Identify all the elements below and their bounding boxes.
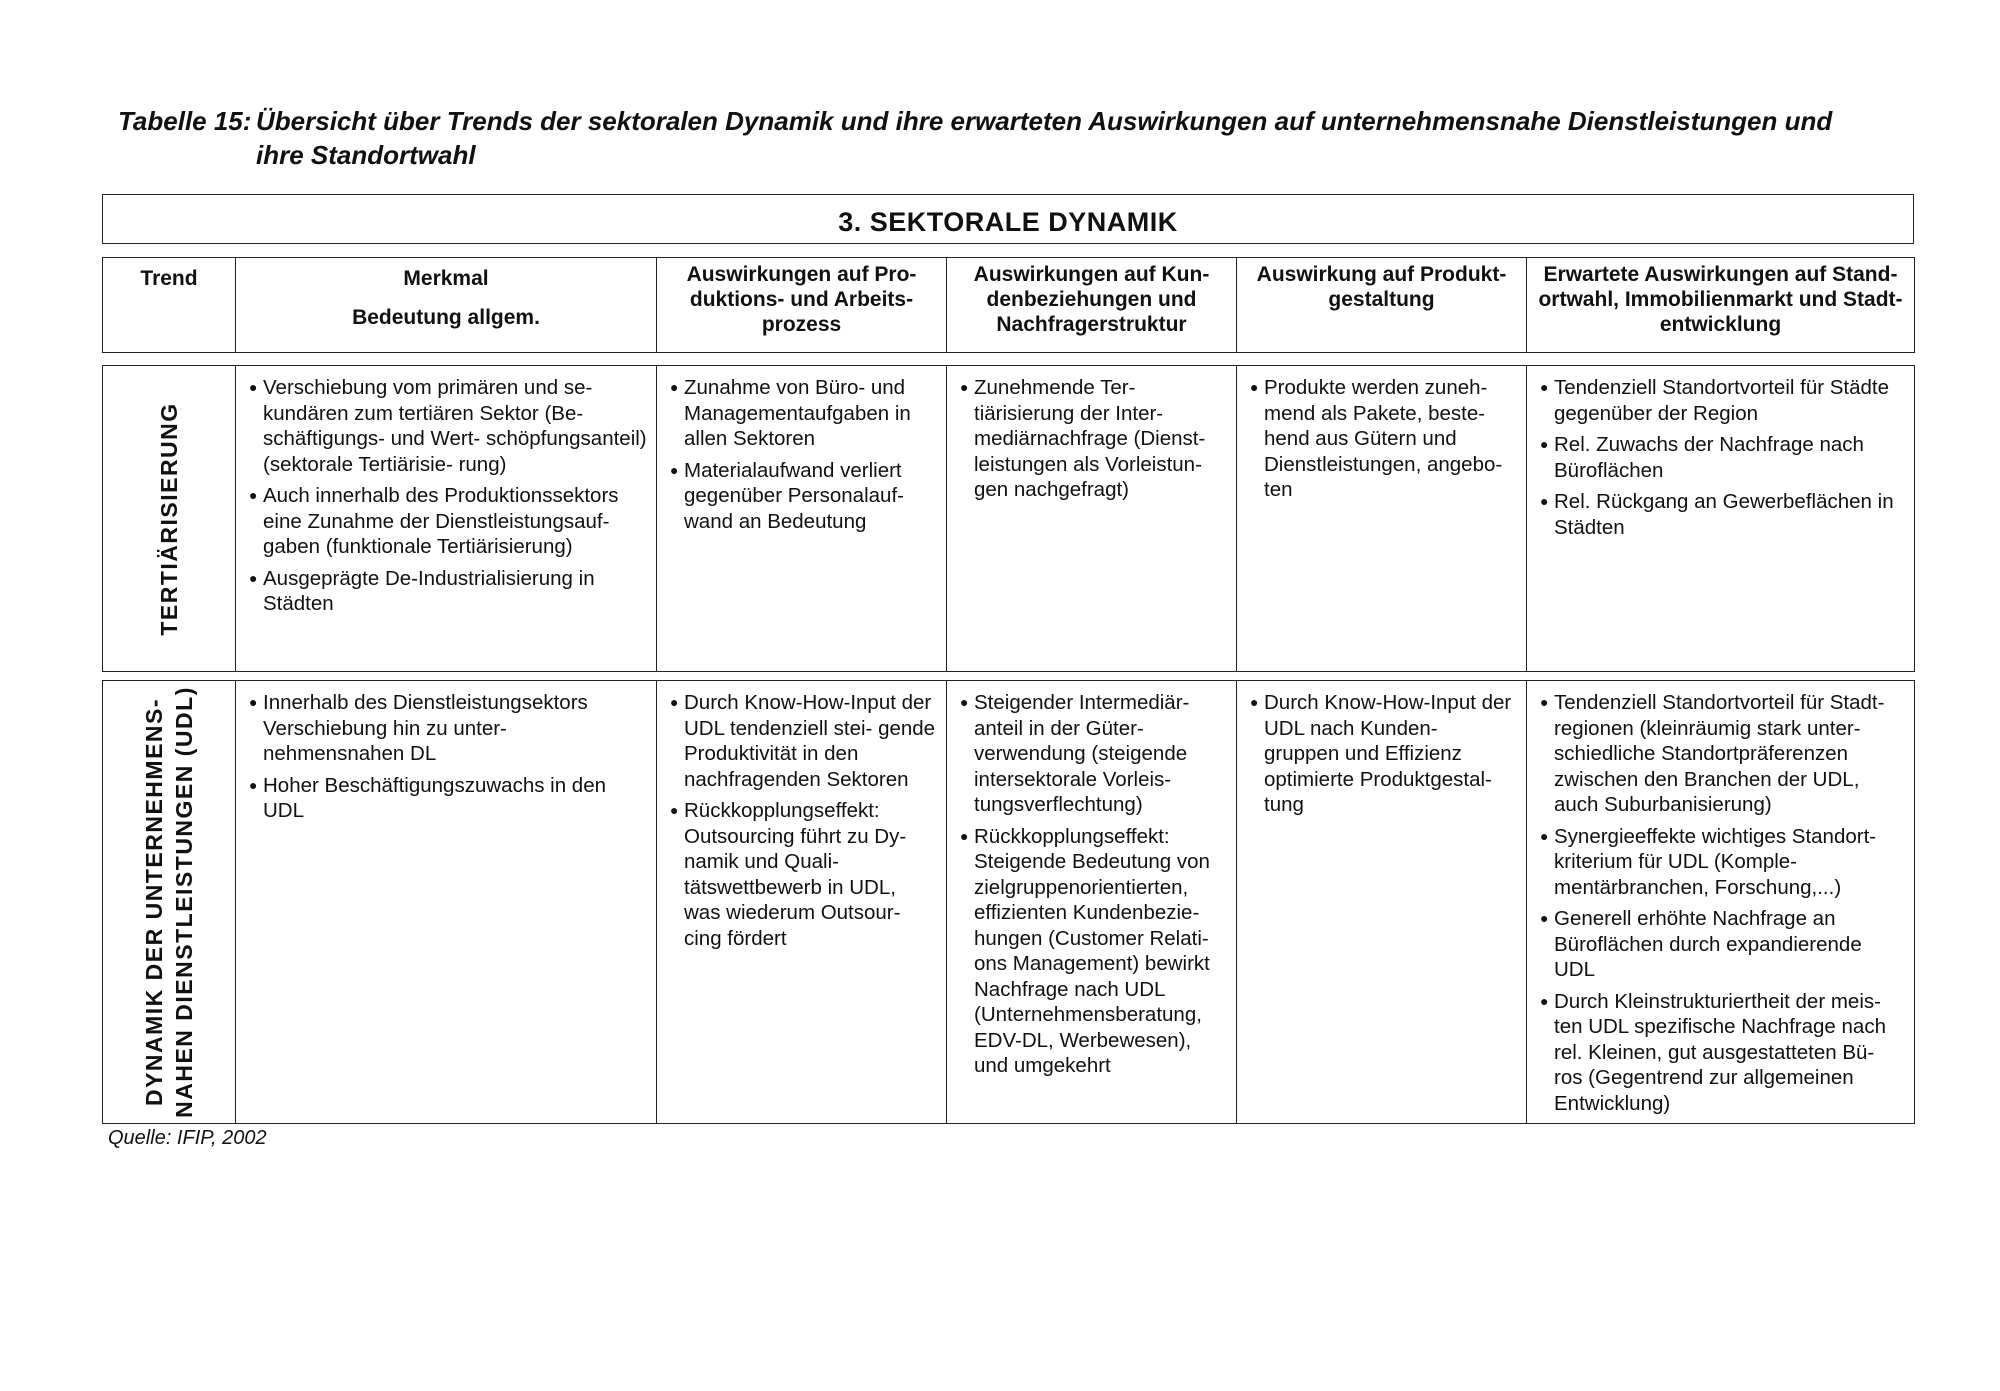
bullet-icon: ● [670, 694, 679, 710]
bullet-list [1238, 682, 1525, 818]
bullet-icon: ● [249, 776, 258, 793]
list-item: ● Rückkopplungseffekt: Outsourcing führt zu Dy- namik und Quali- tätswettbewerb in UDL, was wiederum Outsour- cing fördert [670, 799, 907, 950]
list-item: ● Tendenziell Standortvorteil für Stadt- regionen (kleinräumig stark unter- schiedliche Standortpräferenzen zwischen den Branchen der UDL, auch Suburbanisierung) [1540, 691, 1885, 816]
bullet-icon: ● [1540, 493, 1549, 509]
list-item: ● Hoher Beschäftigungszuwachs in den UDL [249, 773, 607, 822]
source-note: Quelle: IFIP, 2002 [108, 1127, 267, 1149]
header-merkmal-label: Merkmal [403, 267, 489, 290]
header-kunden: Auswirkungen auf Kun- denbeziehungen und Nachfragerstruktur [947, 258, 1237, 353]
cell-produktion [657, 366, 947, 672]
cell-standort [1527, 681, 1915, 1124]
list-item: ● Zunahme von Büro- und Managementaufgaben in allen Sektoren [670, 376, 911, 450]
list-item: ● Zunehmende Ter- tiärisierung der Inter- mediärnachfrage (Dienst- leistungen als Vorleistun- gen nachgefragt) [960, 376, 1206, 501]
cell-produkt [1237, 681, 1527, 1124]
list-item: ● Tendenziell Standortvorteil für Städte gegenüber der Region [1540, 376, 1890, 425]
section-title: 3. SEKTORALE DYNAMIK [102, 194, 1914, 244]
header-merkmal [236, 258, 657, 353]
trend-label [154, 402, 184, 635]
bullet-list [948, 682, 1235, 1079]
bullet-icon: ● [1250, 694, 1259, 710]
caption-line-2: ihre Standortwahl [256, 140, 476, 170]
header-standort: Erwartete Auswirkungen auf Stand- ortwahl, Immobilienmarkt und Stadt- entwicklung [1527, 258, 1915, 353]
list-item: ● Steigender Intermediär- anteil in der Güter- verwendung (steigende intersektorale Vorleis- tungsverflechtung) [960, 691, 1190, 816]
bullet-icon: ● [1540, 436, 1549, 452]
cell-kunden [947, 366, 1237, 672]
list-item: ● Rel. Zuwachs der Nachfrage nach Büroflächen [1540, 433, 1864, 482]
list-item: ● Rel. Rückgang an Gewerbeflächen in Städten [1540, 490, 1894, 539]
trend-label-line-1: DYNAMIK DER UNTERNEHMENS- [141, 697, 167, 1107]
bullet-icon: ● [670, 802, 679, 818]
list-item: ● Generell erhöhte Nachfrage an Büroflächen durch expandierende UDL [1540, 907, 1862, 981]
bullet-icon: ● [960, 379, 969, 395]
bullet-icon: ● [249, 569, 258, 586]
caption-label: Tabelle 15: [118, 106, 252, 136]
bullet-list [1528, 367, 1913, 540]
bullet-icon: ● [1250, 379, 1259, 395]
table-row-udl [102, 680, 1915, 1124]
bullet-icon: ● [960, 827, 969, 844]
list-item: ● Produkte werden zuneh- mend als Pakete, beste- hend aus Gütern und Dienstleistungen, angebo- ten [1250, 376, 1503, 501]
trend-label-cell [103, 681, 236, 1124]
bullet-list [658, 367, 945, 534]
list-item: ● Synergieeffekte wichtiges Standort- kriterium für UDL (Komple- mentärbranchen, Forschung,...) [1540, 824, 1877, 899]
cell-bedeutung [236, 366, 657, 672]
list-item: ● Durch Know-How-Input der UDL nach Kunden- gruppen und Effizienz optimierte Produktgestal- tung [1250, 691, 1512, 816]
cell-produktion [657, 681, 947, 1124]
bullet-icon: ● [670, 379, 679, 395]
table-row-tertiaerisierung [102, 365, 1915, 672]
bullet-list [1238, 367, 1525, 503]
bullet-icon: ● [1540, 992, 1549, 1009]
header-row [102, 257, 1915, 353]
bullet-icon: ● [249, 694, 258, 710]
cell-bedeutung [236, 681, 657, 1124]
list-item: ● Auch innerhalb des Produktionssektors eine Zunahme der Dienstleistungsauf- gaben (funktionale Tertiärisierung) [249, 484, 619, 558]
bullet-icon: ● [249, 487, 258, 503]
trend-label [139, 686, 199, 1118]
bullet-icon: ● [1540, 910, 1549, 926]
list-item: ● Rückkopplungseffekt: Steigende Bedeutung von zielgruppenorientierten, effizienten Kundenbezie- hungen (Customer Relati- ons Management) bewirkt Nachfrage nach UDL (Unternehmensberatung, EDV-DL, Werbewesen), und umgekehrt [960, 824, 1210, 1077]
bullet-icon: ● [1540, 379, 1549, 395]
bullet-icon: ● [960, 694, 969, 710]
bullet-list [658, 682, 945, 951]
trend-label-line-2: NAHEN DIENSTLEISTUNGEN (UDL) [171, 686, 197, 1118]
bullet-list [237, 682, 655, 824]
bullet-icon: ● [1540, 694, 1549, 710]
header-bedeutung-label: Bedeutung allgem. [352, 306, 540, 329]
header-produktion: Auswirkungen auf Pro- duktions- und Arbeits- prozess [657, 258, 947, 353]
bullet-list [948, 367, 1235, 503]
cell-standort [1527, 366, 1915, 672]
caption-title: Übersicht über Trends der sektoralen Dynamik und ihre erwarteten Auswirkungen auf unternehmensnahe Dienstleistungen und [256, 106, 1833, 136]
list-item: ● Innerhalb des Dienstleistungsektors Verschiebung hin zu unter- nehmensnahen DL [249, 691, 588, 765]
cell-produkt [1237, 366, 1527, 672]
bullet-list [1528, 682, 1913, 1116]
header-trend: Trend [103, 258, 236, 353]
bullet-icon: ● [1540, 827, 1549, 844]
bullet-icon: ● [249, 379, 258, 395]
list-item: ● Materialaufwand verliert gegenüber Personalauf- wand an Bedeutung [670, 458, 904, 533]
table-caption [118, 104, 1908, 172]
list-item: ● Ausgeprägte De-Industrialisierung in Städten [249, 566, 595, 615]
header-produkt: Auswirkung auf Produkt- gestaltung [1237, 258, 1527, 353]
caption-line-1 [118, 104, 1908, 138]
cell-kunden [947, 681, 1237, 1124]
list-item: ● Verschiebung vom primären und se- kundären zum tertiären Sektor (Be- schäftigungs- und Wert- schöpfungsanteil) (sektorale Tertiärisie- rung) [249, 376, 647, 476]
bullet-list [237, 367, 655, 617]
trend-label-cell [103, 366, 236, 672]
list-item: ● Durch Kleinstrukturiertheit der meis- ten UDL spezifische Nachfrage nach rel. Kleinen, gut ausgestatteten Bü- ros (Gegentrend zur allgemeinen Entwicklung) [1540, 989, 1886, 1115]
bullet-icon: ● [670, 461, 679, 478]
list-item: ● Durch Know-How-Input der UDL tendenziell stei- gende Produktivität in den nachfragenden Sektoren [670, 691, 936, 791]
trend-label-line-1: TERTIÄRISIERUNG [156, 401, 182, 636]
